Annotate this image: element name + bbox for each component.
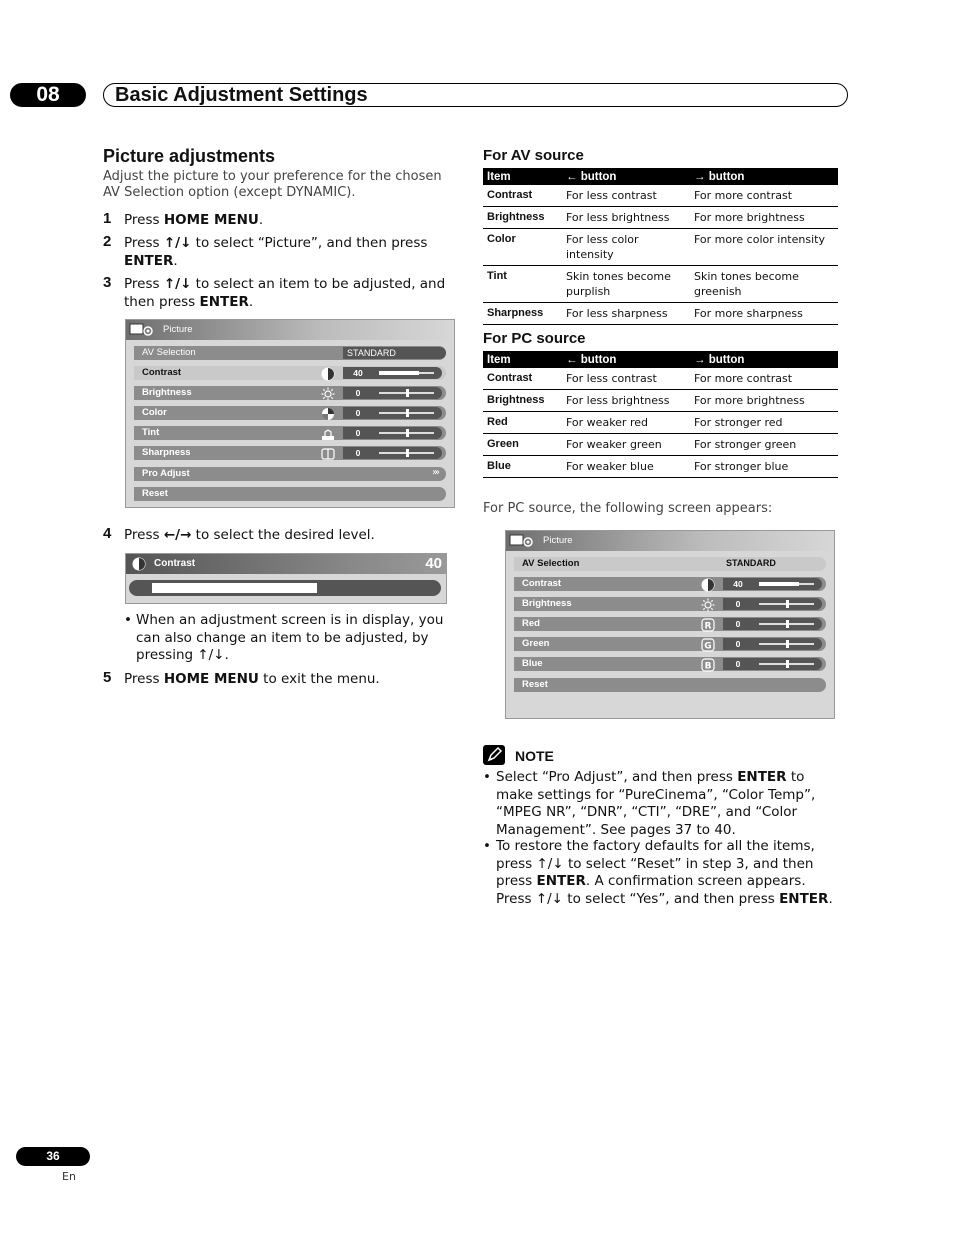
table-cell-left: For less contrast	[562, 368, 690, 390]
table-cell-right: For stronger blue	[690, 456, 838, 478]
page-number: 36	[16, 1147, 90, 1166]
table-cell-item: Color	[483, 229, 562, 266]
chapter-title: Basic Adjustment Settings	[103, 83, 848, 107]
table-cell-left: For less brightness	[562, 207, 690, 229]
slider-knob	[406, 429, 409, 437]
step-number: 2	[103, 233, 112, 250]
table-cell-right: For more contrast	[690, 185, 838, 207]
table-cell-right: For stronger green	[690, 434, 838, 456]
reset-row[interactable]	[134, 487, 446, 501]
av-selection-row[interactable]	[514, 557, 826, 571]
col-header-left-button: ← button	[562, 168, 690, 185]
step-text: Press HOME MENU.	[124, 212, 264, 228]
menu-row-label: Red	[522, 618, 540, 629]
reset-label: Reset	[522, 679, 548, 690]
tint-icon	[321, 426, 335, 440]
pro-adjust-label: Pro Adjust	[142, 468, 190, 479]
osd-title: Picture	[543, 535, 573, 546]
language-code: En	[62, 1170, 76, 1183]
table-cell-left: Skin tones become purplish	[562, 266, 690, 303]
col-header-item: Item	[483, 168, 562, 185]
table-cell-right: Skin tones become greenish	[690, 266, 838, 303]
table-cell-right: For more sharpness	[690, 303, 838, 325]
table-row	[483, 368, 838, 390]
menu-row-value: 0	[723, 638, 753, 650]
slider-fill	[379, 371, 419, 375]
table-row	[483, 207, 838, 229]
table-cell-item: Blue	[483, 456, 562, 478]
pro-adjust-row[interactable]	[134, 467, 446, 481]
table-cell-item: Brightness	[483, 207, 562, 229]
step-number: 3	[103, 274, 112, 291]
note-title: NOTE	[515, 748, 554, 764]
menu-row-label: Green	[522, 638, 550, 649]
step-number: 5	[103, 669, 112, 686]
picture-menu-screen-pc	[505, 530, 835, 719]
table-row	[483, 434, 838, 456]
av-table-heading: For AV source	[483, 147, 584, 164]
green-icon	[701, 637, 715, 651]
reset-label: Reset	[142, 488, 168, 499]
av-selection-label: AV Selection	[142, 347, 196, 358]
note-pencil-icon	[483, 745, 505, 765]
menu-row-value: 40	[723, 578, 753, 590]
red-icon	[701, 617, 715, 631]
menu-row-value: 0	[343, 427, 373, 439]
menu-row-tint[interactable]	[134, 426, 446, 440]
contrast-icon	[132, 557, 146, 571]
level-slider[interactable]	[373, 367, 442, 379]
picture-menu-screen-av	[125, 319, 455, 508]
forward-chevrons-icon: ›››	[432, 467, 438, 478]
slider-knob	[406, 449, 409, 457]
level-slider[interactable]	[373, 387, 442, 399]
table-cell-right: For more brightness	[690, 390, 838, 412]
pc-source-table	[483, 351, 838, 478]
pc-caption: For PC source, the following screen appears:	[483, 501, 773, 516]
brightness-icon	[321, 386, 335, 400]
menu-row-brightness[interactable]	[134, 386, 446, 400]
slider-knob	[786, 660, 789, 668]
col-header-right-button: → button	[690, 168, 838, 185]
menu-row-value: 40	[343, 367, 373, 379]
table-row	[483, 303, 838, 325]
menu-row-green[interactable]	[514, 637, 826, 651]
level-slider[interactable]	[753, 618, 822, 630]
table-row	[483, 185, 838, 207]
table-cell-item: Red	[483, 412, 562, 434]
table-cell-left: For less contrast	[562, 185, 690, 207]
pc-table-heading: For PC source	[483, 330, 586, 347]
menu-row-value: 0	[723, 658, 753, 670]
osd-title: Picture	[163, 324, 193, 335]
col-header-right-button: → button	[690, 351, 838, 368]
menu-row-label: Contrast	[522, 578, 562, 589]
contrast-adjust-screen	[125, 553, 447, 604]
table-cell-left: For weaker blue	[562, 456, 690, 478]
step-text: Press ↑/↓ to select an item to be adjusted, and then press ENTER.	[124, 276, 446, 310]
section-intro: Adjust the picture to your preference for the chosen AV Selection option (except DYNAMIC).	[103, 169, 442, 200]
table-cell-right: For more color intensity	[690, 229, 838, 266]
brightness-icon	[701, 597, 715, 611]
picture-menu-icon	[509, 533, 535, 548]
step-text: Press ↑/↓ to select “Picture”, and then press ENTER.	[124, 235, 428, 269]
menu-row-label: Tint	[142, 427, 160, 438]
step-number: 4	[103, 525, 112, 542]
menu-row-blue[interactable]	[514, 657, 826, 671]
table-cell-right: For stronger red	[690, 412, 838, 434]
menu-row-value: 0	[343, 447, 373, 459]
chapter-number: 08	[10, 83, 86, 107]
slider-knob	[406, 409, 409, 417]
menu-row-label: Sharpness	[142, 447, 191, 458]
table-row	[483, 456, 838, 478]
level-slider[interactable]	[373, 427, 442, 439]
menu-row-value: 0	[343, 387, 373, 399]
step-number: 1	[103, 210, 112, 227]
table-row	[483, 412, 838, 434]
col-header-left-button: ← button	[562, 351, 690, 368]
menu-row-contrast[interactable]	[514, 577, 826, 591]
slider-knob	[786, 620, 789, 628]
menu-row-value: 0	[723, 598, 753, 610]
table-cell-right: For more contrast	[690, 368, 838, 390]
reset-row[interactable]	[514, 678, 826, 692]
menu-row-value: 0	[343, 407, 373, 419]
level-slider[interactable]	[373, 407, 442, 419]
table-cell-left: For less color intensity	[562, 229, 690, 266]
menu-row-contrast[interactable]	[134, 366, 446, 380]
av-selection-row[interactable]	[134, 346, 446, 360]
menu-row-label: Brightness	[142, 387, 192, 398]
col-header-item: Item	[483, 351, 562, 368]
table-cell-item: Green	[483, 434, 562, 456]
menu-row-label: Contrast	[142, 367, 182, 378]
menu-row-red[interactable]	[514, 617, 826, 631]
menu-row-label: Color	[142, 407, 167, 418]
slider-knob	[786, 600, 789, 608]
contrast-adjust-value: 40	[425, 555, 442, 572]
menu-row-label: Blue	[522, 658, 543, 669]
table-row	[483, 266, 838, 303]
svg-text:B: B	[704, 661, 712, 672]
contrast-icon	[701, 577, 715, 591]
blue-icon	[701, 657, 715, 671]
table-cell-item: Contrast	[483, 368, 562, 390]
table-cell-left: For less brightness	[562, 390, 690, 412]
table-cell-item: Sharpness	[483, 303, 562, 325]
level-slider[interactable]	[373, 447, 442, 459]
table-cell-item: Brightness	[483, 390, 562, 412]
slider-knob	[786, 640, 789, 648]
level-slider[interactable]	[753, 578, 822, 590]
table-row	[483, 229, 838, 266]
picture-menu-icon	[129, 322, 155, 337]
table-cell-item: Tint	[483, 266, 562, 303]
menu-row-color[interactable]	[134, 406, 446, 420]
av-selection-label: AV Selection	[522, 558, 580, 569]
level-slider[interactable]	[753, 598, 822, 610]
section-heading: Picture adjustments	[103, 146, 276, 166]
contrast-adjust-label: Contrast	[154, 558, 196, 569]
table-cell-left: For less sharpness	[562, 303, 690, 325]
menu-row-label: Brightness	[522, 598, 572, 609]
table-cell-left: For weaker green	[562, 434, 690, 456]
menu-row-value: 0	[723, 618, 753, 630]
level-slider[interactable]	[753, 638, 822, 650]
svg-text:G: G	[704, 641, 712, 652]
svg-text:R: R	[704, 621, 712, 632]
table-cell-item: Contrast	[483, 185, 562, 207]
level-slider[interactable]	[753, 658, 822, 670]
color-icon	[321, 406, 335, 420]
slider-knob	[406, 389, 409, 397]
av-selection-value: STANDARD	[343, 347, 446, 359]
slider-fill	[759, 582, 799, 586]
av-selection-value: STANDARD	[726, 558, 776, 568]
step-text: Press ←/→ to select the desired level.	[124, 527, 375, 543]
menu-row-brightness[interactable]	[514, 597, 826, 611]
menu-row-sharpness[interactable]	[134, 446, 446, 460]
table-row	[483, 390, 838, 412]
step-text: Press HOME MENU to exit the menu.	[124, 671, 380, 687]
sharpness-icon	[321, 446, 335, 460]
contrast-adjust-fill	[152, 583, 317, 593]
table-cell-right: For more brightness	[690, 207, 838, 229]
contrast-adjust-slider[interactable]	[129, 580, 441, 596]
contrast-icon	[321, 366, 335, 380]
av-source-table	[483, 168, 838, 325]
table-cell-left: For weaker red	[562, 412, 690, 434]
